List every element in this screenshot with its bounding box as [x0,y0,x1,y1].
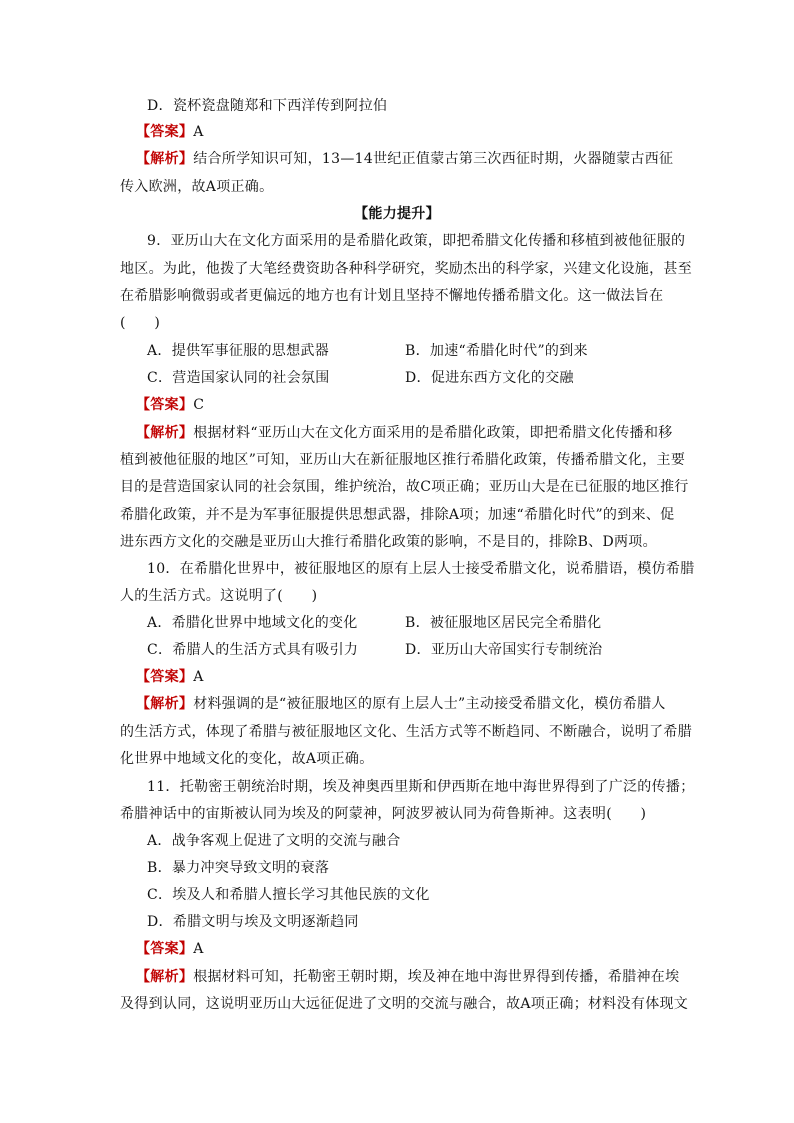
section-title: 【能力提升】 [354,206,440,222]
answer-value: A [193,669,204,685]
q11-option-b: B．暴力冲突导致文明的衰落 [147,860,330,876]
q11-option-d: D．希腊文明与埃及文明逐渐趋同 [147,914,359,930]
answer-value: C [193,397,205,413]
q8-analysis-line-2: 传入欧洲，故A项正确。 [120,179,274,195]
q11-option-a: A．战争客观上促进了文明的交流与融合 [147,833,401,849]
q11-analysis-line-1: 【解析】根据材料可知，托勒密王朝时期，埃及神在地中海世界得到传播，希腊神在埃 [136,969,680,985]
q10-stem-line-2: 人的生活方式。这说明了( ) [120,588,318,604]
q9-option-a: A．提供军事征服的思想武器 [147,343,330,359]
q9-option-b: B．加速“希腊化时代”的到来 [405,343,588,359]
q9-stem-line-2: 地区。为此，他拨了大笔经费资助各种科学研究，奖励杰出的科学家，兴建文化设施，甚至 [120,261,692,277]
answer-tag: 【答案】 [136,669,194,685]
q9-analysis-line-5: 进东西方文化的交融是亚历山大推行希腊化政策的影响，不是目的，排除B、D两项。 [120,534,657,550]
answer-value: A [193,941,204,957]
q9-analysis-line-2: 植到被他征服的地区”可知，亚历山大在新征服地区推行希腊化政策，传播希腊文化，主要 [120,452,686,468]
q9-stem-line-3: 在希腊影响微弱或者更偏远的地方也有计划且坚持不懈地传播希腊文化。这一做法旨在 [120,288,664,304]
answer-value: A [193,124,204,140]
analysis-tag: 【解析】 [136,425,194,441]
q9-stem-line-4: ( ) [120,315,161,331]
answer-tag: 【答案】 [136,941,194,957]
q10-stem-line-1: 10．在希腊化世界中，被征服地区的原有上层人士接受希腊文化，说希腊语，模仿希腊 [147,561,695,577]
q10-option-c: C．希腊人的生活方式具有吸引力 [147,642,359,658]
q11-option-c: C．埃及人和希腊人擅长学习其他民族的文化 [147,887,430,903]
q10-option-d: D．亚历山大帝国实行专制统治 [405,642,603,658]
q9-answer [136,395,204,415]
q9-option-c: C．营造国家认同的社会氛围 [147,370,330,386]
answer-tag: 【答案】 [136,397,194,413]
q10-analysis-line-1: 【解析】材料强调的是“被征服地区的原有上层人士”主动接受希腊文化，模仿希腊人 [136,696,666,712]
q11-answer [136,939,204,959]
q9-option-d: D．促进东西方文化的交融 [405,370,574,386]
q8-analysis-line-1: 【解析】结合所学知识可知，13—14世纪正值蒙古第三次西征时期，火器随蒙古西征 [136,151,674,167]
q8-answer [136,122,204,142]
analysis-tag: 【解析】 [136,969,194,985]
analysis-tag: 【解析】 [136,151,194,167]
q10-answer [136,667,204,687]
q11-stem-line-1: 11．托勒密王朝统治时期，埃及神奥西里斯和伊西斯在地中海世界得到了广泛的传播； [147,779,695,795]
answer-tag: 【答案】 [136,124,194,140]
q9-stem-line-1: 9．亚历山大在文化方面采用的是希腊化政策，即把希腊文化传播和移植到被他征服的 [147,233,686,249]
q10-option-b: B．被征服地区居民完全希腊化 [405,615,602,631]
q9-analysis-line-3: 目的是营造国家认同的社会氛围，维护统治，故C项正确；亚历山大是在已征服的地区推行 [120,479,689,495]
analysis-tag: 【解析】 [136,696,194,712]
q9-analysis-line-1: 【解析】根据材料“亚历山大在文化方面采用的是希腊化政策，即把希腊文化传播和移 [136,425,673,441]
q9-analysis-line-4: 希腊化政策，并不是为军事征服提供思想武器，排除A项；加速“希腊化时代”的到来、促 [120,507,675,523]
q8-option-d: D．瓷杯瓷盘随郑和下西洋传到阿拉伯 [147,98,388,114]
q10-analysis-line-2: 的生活方式，体现了希腊与被征服地区文化、生活方式等不断趋同、不断融合，说明了希腊 [120,724,692,740]
q10-option-a: A．希腊化世界中地域文化的变化 [147,615,358,631]
q11-analysis-line-2: 及得到认同，这说明亚历山大远征促进了文明的交流与融合，故A项正确；材料没有体现文 [120,996,689,1012]
q10-analysis-line-3: 化世界中地域文化的变化，故A项正确。 [120,751,374,767]
q11-stem-line-2: 希腊神话中的宙斯被认同为埃及的阿蒙神，阿波罗被认同为荷鲁斯神。这表明( ) [120,806,647,822]
